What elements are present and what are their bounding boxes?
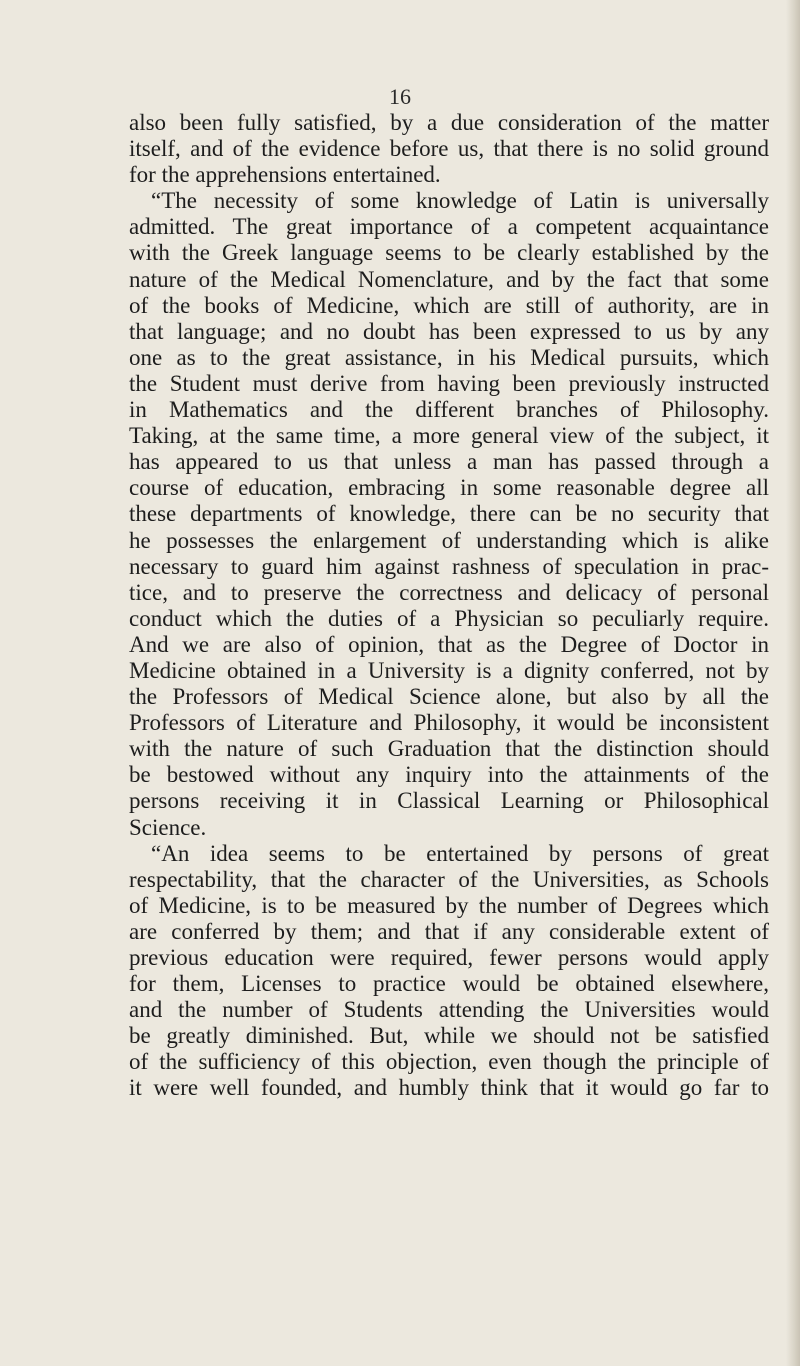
text-line: these departments of knowledge, there can be no security that	[129, 501, 769, 527]
text-line: necessary to guard him against rashness of speculation in prac-	[129, 553, 769, 579]
text-line: the Student must derive from having been previously instructed	[129, 370, 769, 396]
text-line: in Mathematics and the different branches of Philosophy.	[129, 397, 769, 423]
text-line: previous education were required, fewer persons would apply	[129, 945, 769, 970]
text-line: course of education, embracing in some reasonable degree all	[129, 475, 769, 501]
text-line: with the nature of such Graduation that the distinction should	[129, 736, 769, 762]
text-line: for them, Licenses to practice would be obtained elsewhere,	[129, 971, 769, 997]
text-line: be greatly diminished. But, while we should not be satisfied	[129, 1023, 769, 1049]
text-line: of the books of Medicine, which are still of authority, are in	[129, 292, 769, 318]
text-line: be bestowed without any inquiry into the attainments of the	[129, 762, 769, 788]
text-line: And we are also of opinion, that as the Degree of Doctor in	[129, 631, 769, 657]
text-line: Science.	[129, 814, 207, 840]
text-line: admitted. The great importance of a competent acquaintance	[129, 214, 769, 240]
text-line: of the sufficiency of this objection, even though the principle of	[129, 1049, 769, 1075]
body-text	[129, 110, 769, 1102]
text-line: has appeared to us that unless a man has passed through a	[129, 449, 769, 475]
text-line: Professors of Literature and Philosophy, it would be inconsistent	[129, 710, 769, 736]
text-line: and the number of Students attending the Universities would	[129, 997, 769, 1023]
text-line: of Medicine, is to be measured by the number of Degrees which	[129, 892, 769, 918]
text-line: Taking, at the same time, a more general view of the subject, it	[129, 423, 769, 449]
text-line: “The necessity of some knowledge of Latin is universally	[151, 188, 769, 214]
text-line: conduct which the duties of a Physician so peculiarly require.	[129, 605, 769, 631]
text-line: it were well founded, and humbly think that it would go far to	[129, 1075, 769, 1101]
text-line: that language; and no doubt has been expressed to us by any	[129, 318, 769, 344]
page-number: 16	[389, 84, 411, 109]
text-line: also been fully satisfied, by a due consideration of the matter	[129, 110, 769, 135]
page-edge-shadow	[786, 0, 800, 1366]
text-line: the Professors of Medical Science alone, but also by all the	[129, 684, 769, 710]
text-line: “An idea seems to be entertained by persons of great	[151, 840, 769, 866]
text-line: are conferred by them; and that if any considerable extent of	[129, 918, 769, 944]
text-line: Medicine obtained in a University is a dignity conferred, not by	[129, 657, 769, 683]
text-line: with the Greek language seems to be clearly established by the	[129, 240, 769, 266]
text-line: itself, and of the evidence before us, that there is no solid ground	[129, 136, 769, 162]
text-line: tice, and to preserve the correctness and delicacy of personal	[129, 579, 769, 605]
text-line: he possesses the enlargement of understanding which is alike	[129, 527, 769, 553]
text-line: respectability, that the character of the Universities, as Schools	[129, 866, 769, 892]
text-line: nature of the Medical Nomenclature, and by the fact that some	[129, 266, 769, 292]
text-line: one as to the great assistance, in his Medical pursuits, which	[129, 344, 769, 370]
text-line: for the apprehensions entertained.	[129, 162, 441, 188]
text-line: persons receiving it in Classical Learning or Philosophical	[129, 788, 769, 814]
